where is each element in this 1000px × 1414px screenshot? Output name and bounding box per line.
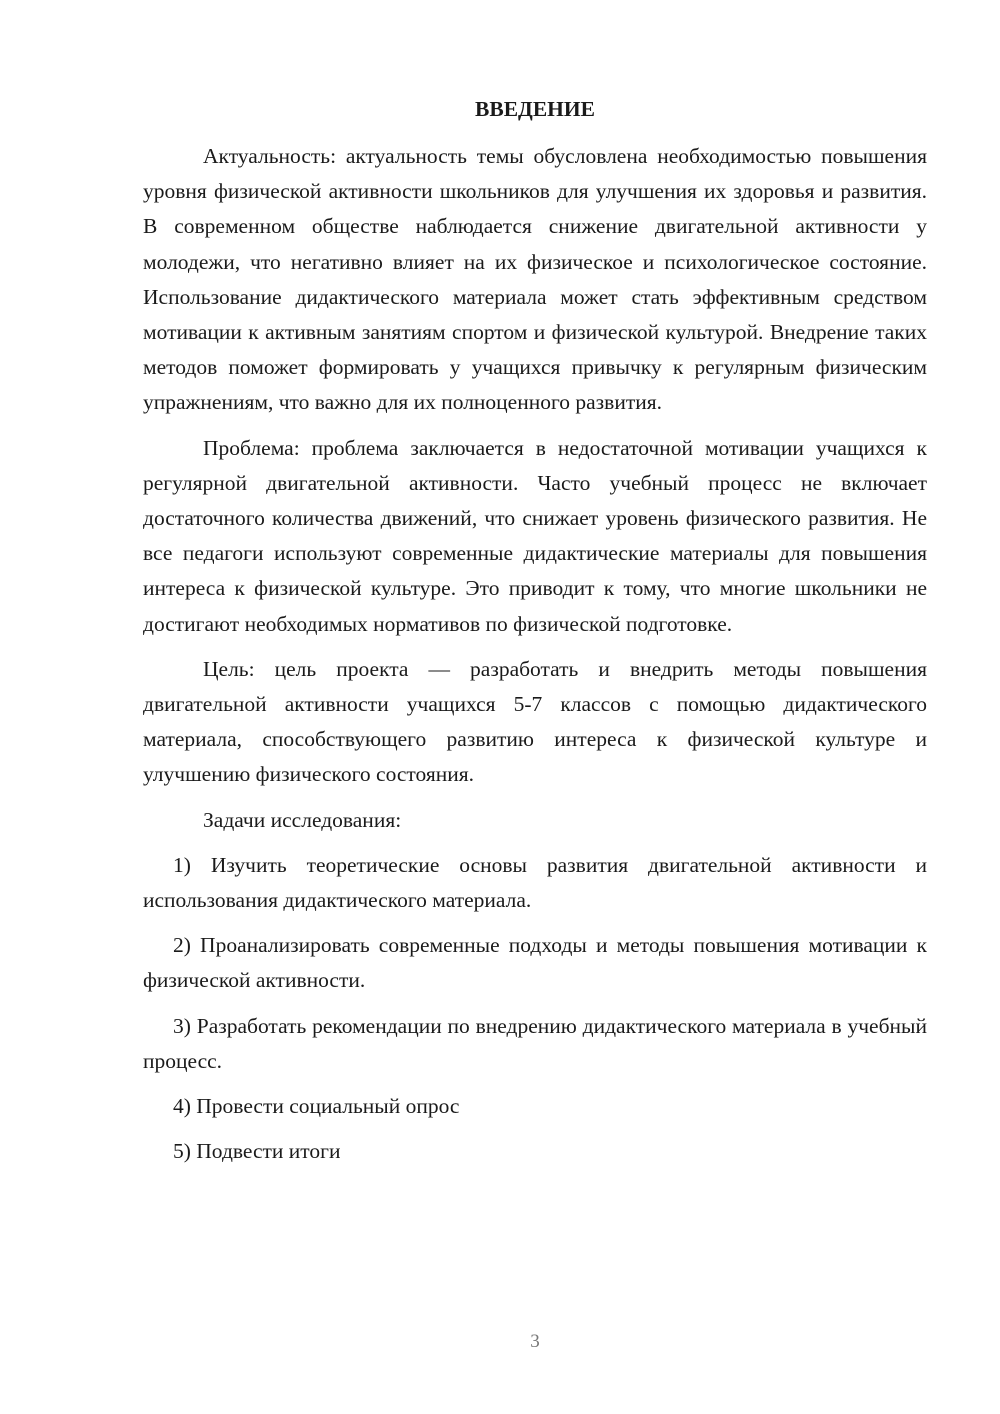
task-item: 1) Изучить теоретические основы развития двигательной активности и использования дидактического материала. bbox=[143, 852, 927, 913]
tasks-heading: Задачи исследования: bbox=[203, 807, 402, 832]
task-item: 3) Разработать рекомендации по внедрению дидактического материала в учебный процесс. bbox=[143, 1013, 927, 1073]
task-item: 5) Подвести итоги bbox=[173, 1139, 341, 1164]
task-item: 4) Провести социальный опрос bbox=[173, 1094, 460, 1119]
paragraph-relevance: Актуальность: актуальность темы обусловлена необходимостью повышения уровня физической активности школьников для улучшения их здоровья и развития. В современном обществе наблюдается снижение двигательной активности у молодежи, что негативно влияет на их физическое и психологическое состояние. Использование дидактического материала может стать эффективным средством мотивации к активным занятиям спортом и физической культурой. Внедрение таких методов поможет формировать у учащихся привычку к регулярным физическим упражнениям, что важно для их полноценного развития. bbox=[143, 144, 927, 415]
paragraph-goal: Цель: цель проекта — разработать и внедрить методы повышения двигательной активности учащихся 5-7 классов с помощью дидактического материала, способствующего развитию интереса к физической культуре и улучшению физического состояния. bbox=[143, 656, 927, 787]
page-number: 3 bbox=[530, 1331, 540, 1352]
page-content bbox=[143, 92, 927, 1179]
paragraph-problem: Проблема: проблема заключается в недостаточной мотивации учащихся к регулярной двигательной активности. Часто учебный процесс не включает достаточного количества движений, что снижает уровень физического развития. Не все педагоги используют современные дидактические материалы для повышения интереса к физической культуре. Это приводит к тому, что многие школьники не достигают необходимых нормативов по физической подготовке. bbox=[143, 435, 927, 636]
task-item: 2) Проанализировать современные подходы и методы повышения мотивации к физической активности. bbox=[143, 933, 927, 993]
section-title: ВВЕДЕНИЕ bbox=[475, 97, 595, 121]
